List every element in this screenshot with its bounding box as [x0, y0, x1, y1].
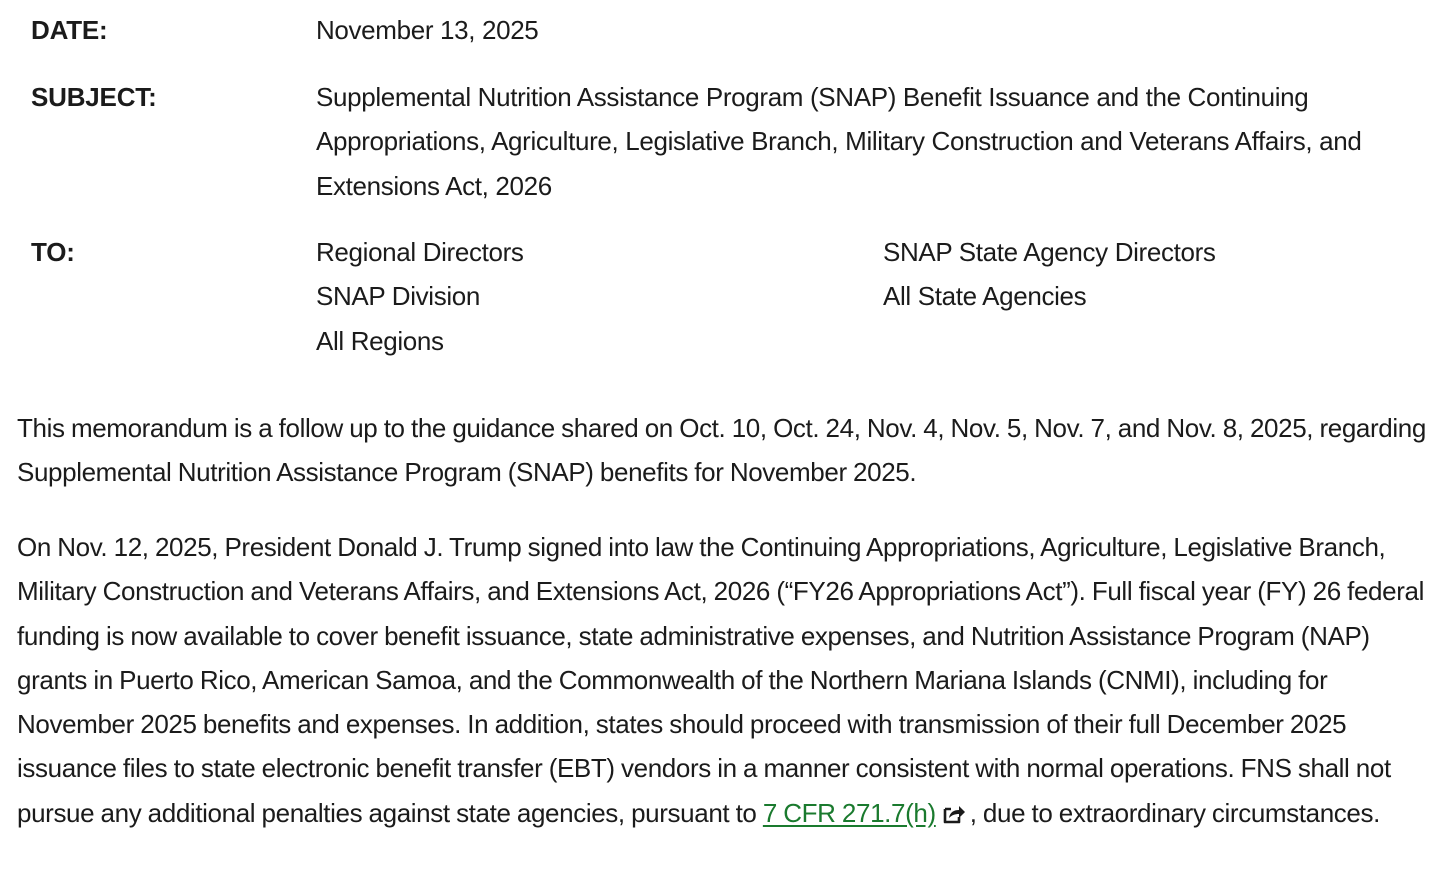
recipient: SNAP Division: [316, 281, 481, 312]
paragraph-intro: This memorandum is a follow up to the guidance shared on Oct. 10, Oct. 24, Nov. 4, Nov. 5, Nov. 7, and Nov. 8, 2025, regarding Supplemental Nutrition Assistance Program (SNAP) benefits for November 2025.: [17, 413, 1426, 488]
paragraph-funding: [17, 525, 1442, 835]
subject-label: SUBJECT:: [31, 82, 157, 112]
recipient: Regional Directors: [316, 237, 524, 267]
date-value: November 13, 2025: [316, 15, 539, 45]
recipient: All Regions: [316, 325, 444, 356]
recipients-column-1: [316, 230, 524, 363]
subject-value: Supplemental Nutrition Assistance Program (SNAP) Benefit Issuance and the Continuing Appropriations, Agriculture, Legislative Branch, Military Construction and Veterans Affairs, and Extensions Act, 2026: [316, 82, 1362, 201]
date-label: DATE:: [31, 15, 108, 45]
to-label: TO:: [31, 237, 75, 267]
paragraph-funding-tail: , due to extraordinary circumstances.: [969, 797, 1380, 828]
recipient: SNAP State Agency Directors: [883, 237, 1216, 267]
external-link-icon[interactable]: [942, 794, 966, 816]
recipients-column-2: [883, 230, 1216, 319]
paragraph-funding-text: On Nov. 12, 2025, President Donald J. Trump signed into law the Continuing Appropriations, Agriculture, Legislative Branch, Military Construction and Veterans Affairs, and Extensions Act, 2026 (“FY26 Appropriations Act”). Full fiscal year (FY) 26 federal funding is now available to cover benefit issuance, state administrative expenses, and Nutrition Assistance Program (NAP) grants in Puerto Rico, American Samoa, and the Commonwealth of the Northern Mariana Islands (CNMI), including for November 2025 benefits and expenses. In addition, states should proceed with transmission of their full December 2025 issuance files to state electronic benefit transfer (EBT) vendors in a manner consistent with normal operations. FNS shall not pursue any additional penalties against state agencies, pursuant to: [17, 532, 1424, 828]
recipient: All State Agencies: [883, 281, 1087, 312]
cfr-citation-link[interactable]: 7 CFR 271.7(h): [762, 797, 936, 828]
